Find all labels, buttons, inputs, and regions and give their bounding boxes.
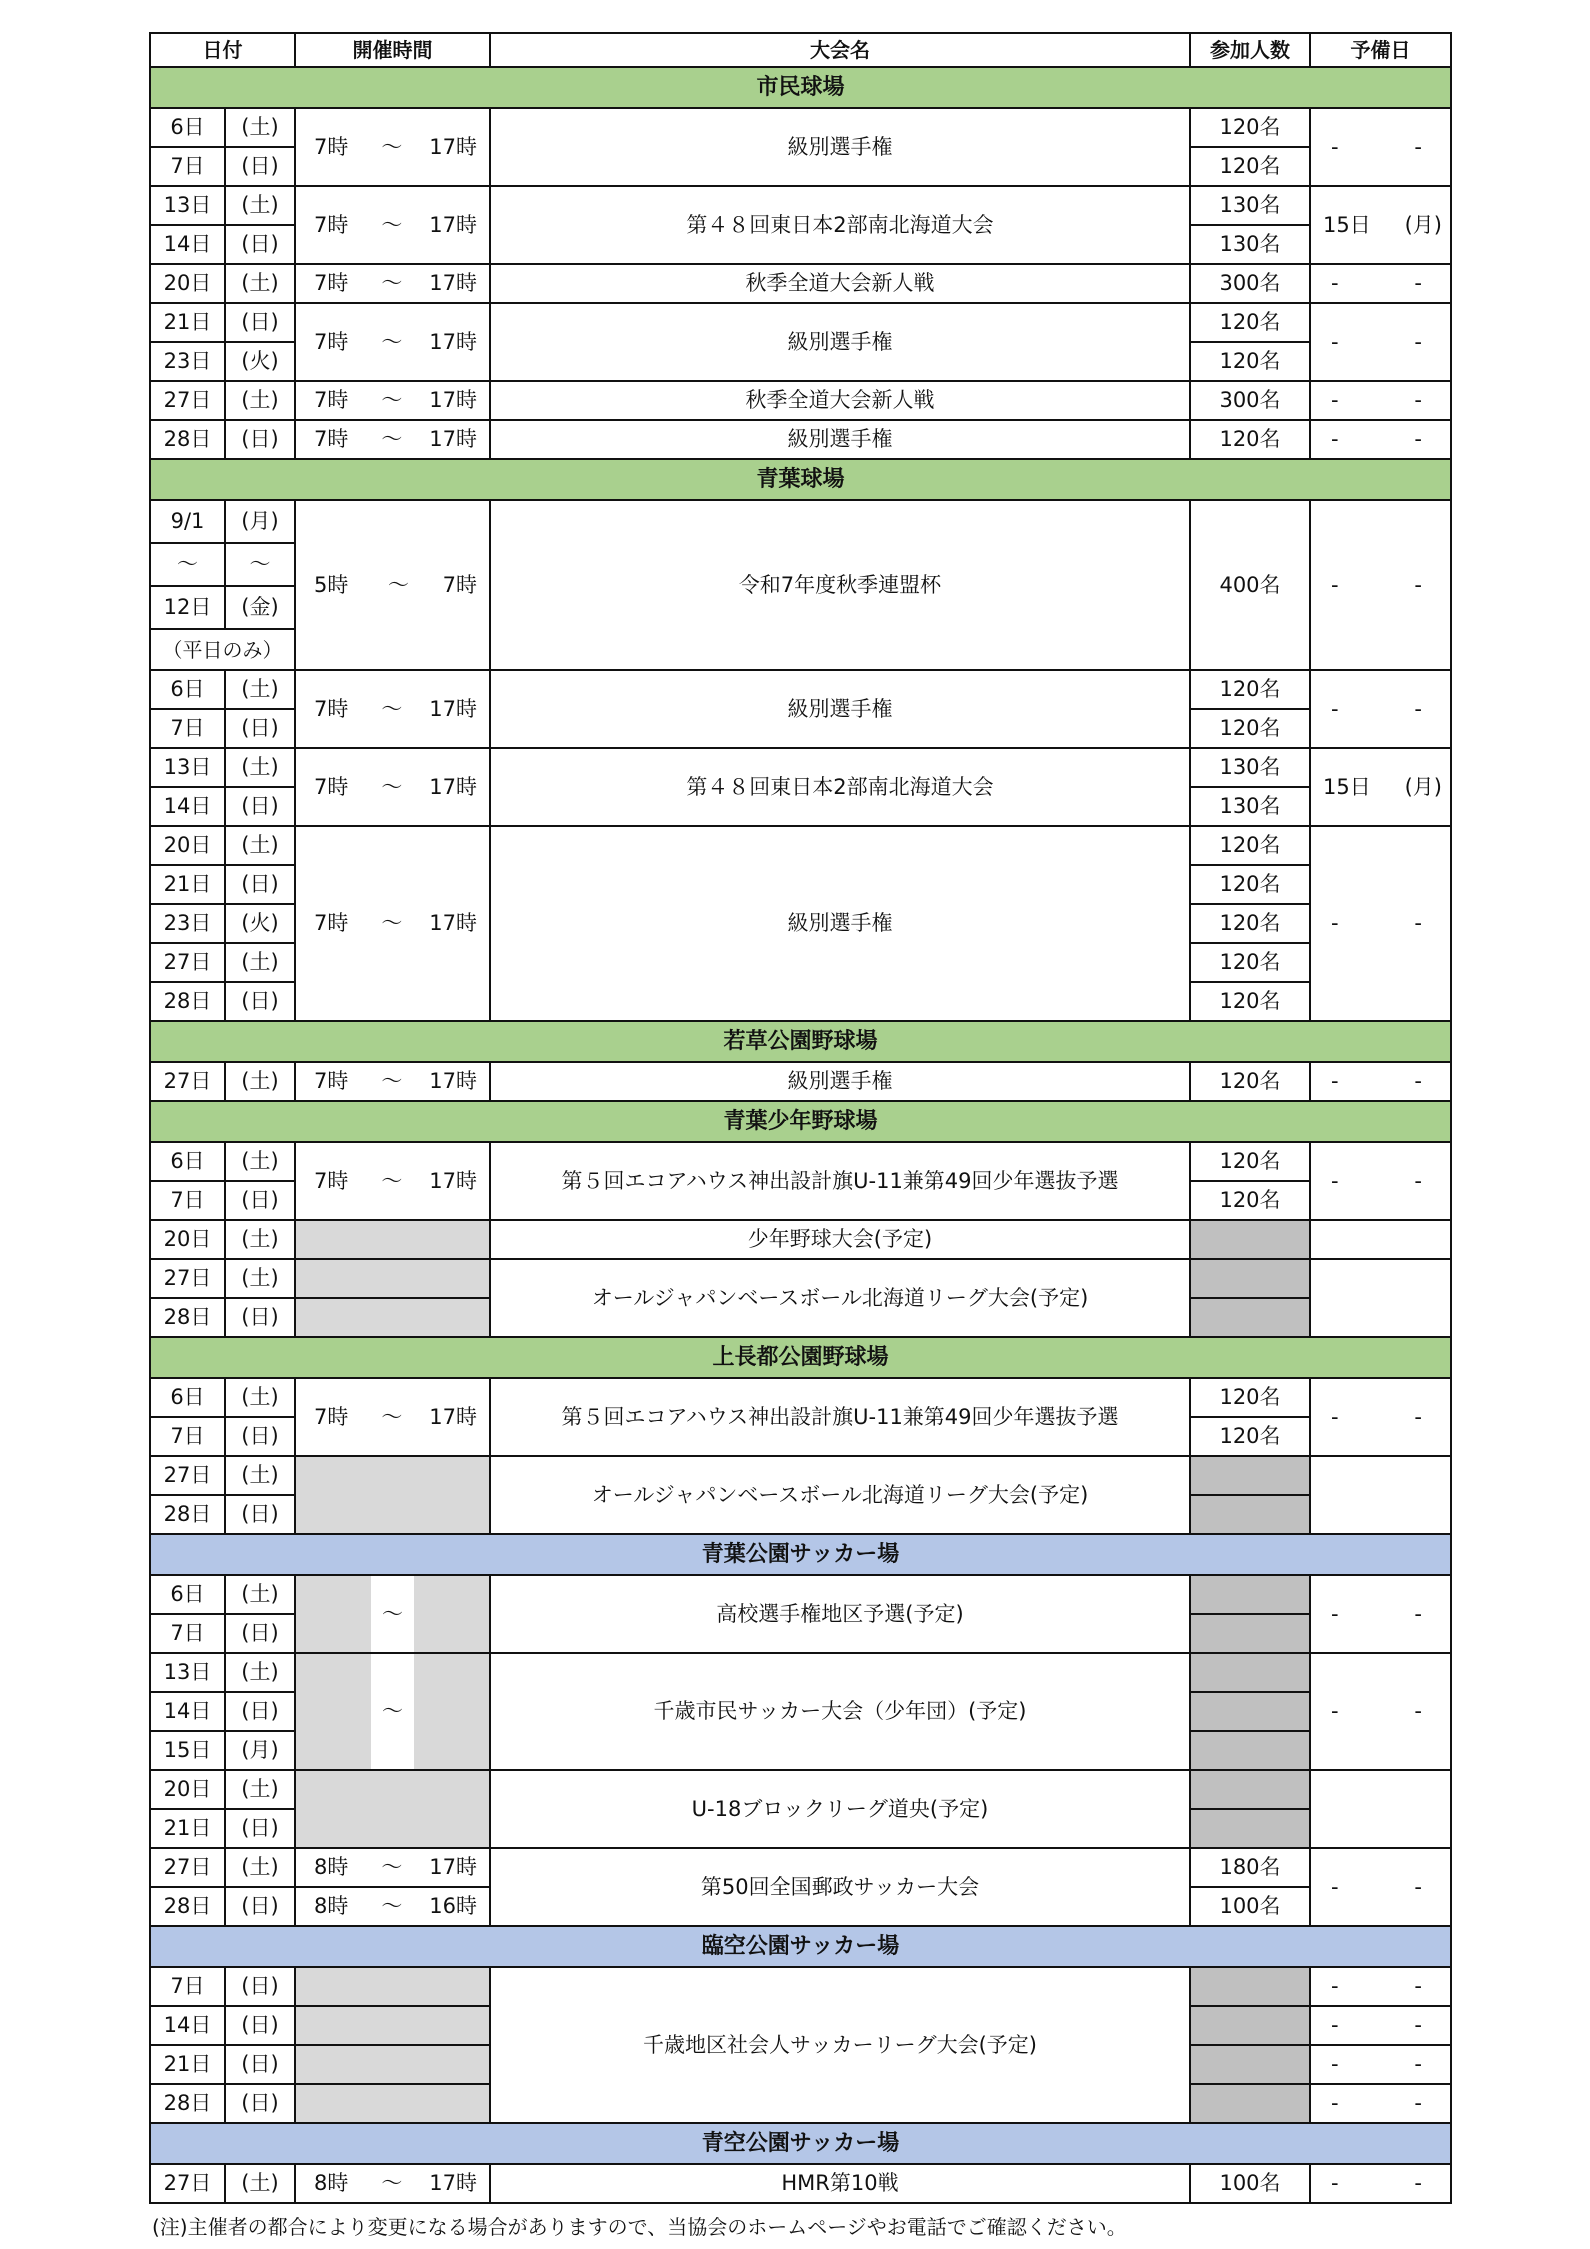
day-cell: 21日 [150, 303, 225, 342]
dow-cell: (土) [225, 186, 295, 225]
dow-cell: (土) [225, 826, 295, 865]
table-row [150, 1456, 1451, 1495]
count-cell-blank [1190, 2084, 1310, 2123]
day-cell: ～ [150, 543, 225, 586]
count-cell: 400名 [1190, 500, 1310, 670]
count-cell: 130名 [1190, 225, 1310, 264]
venue-row [150, 1101, 1451, 1142]
count-cell: 120名 [1190, 420, 1310, 459]
dow-cell: (日) [225, 1298, 295, 1337]
count-cell: 120名 [1190, 303, 1310, 342]
dow-cell: (日) [225, 2006, 295, 2045]
count-cell-blank [1190, 1298, 1310, 1337]
time-cell: 7時 ～ 17時 [295, 826, 490, 1021]
spare-cell: - - [1310, 826, 1451, 1021]
spare-cell: - - [1310, 1848, 1451, 1926]
table-row [150, 1378, 1451, 1417]
day-cell: 7日 [150, 147, 225, 186]
table-row [150, 1259, 1451, 1298]
event-cell: 第５回エコアハウス神出設計旗U-11兼第49回少年選抜予選 [490, 1378, 1190, 1456]
table-row [150, 186, 1451, 225]
dow-cell: (日) [225, 303, 295, 342]
time-cell-blank [295, 1770, 490, 1848]
count-cell-blank [1190, 1220, 1310, 1259]
spare-cell: - - [1310, 2084, 1451, 2123]
spare-cell: - - [1310, 1062, 1451, 1101]
table-row [150, 748, 1451, 787]
event-cell: 級別選手権 [490, 420, 1190, 459]
table-row [150, 500, 1451, 543]
venue-title: 青葉少年野球場 [150, 1101, 1451, 1142]
spare-cell: - - [1310, 1142, 1451, 1220]
venue-row [150, 67, 1451, 108]
dow-cell: (土) [225, 670, 295, 709]
spare-cell: - - [1310, 1378, 1451, 1456]
day-cell: 28日 [150, 1887, 225, 1926]
count-cell: 300名 [1190, 264, 1310, 303]
dow-cell: (日) [225, 1614, 295, 1653]
venue-row [150, 1337, 1451, 1378]
spare-cell: - - [1310, 108, 1451, 186]
dow-cell: (土) [225, 943, 295, 982]
time-cell: 7時 ～ 17時 [295, 670, 490, 748]
venue-row [150, 1021, 1451, 1062]
event-cell: 千歳市民サッカー大会（少年団）(予定) [490, 1653, 1190, 1770]
time-cell: 8時 ～ 17時 [295, 1848, 490, 1887]
count-cell-blank [1190, 1692, 1310, 1731]
count-cell: 180名 [1190, 1848, 1310, 1887]
count-cell: 120名 [1190, 1417, 1310, 1456]
event-cell: 令和7年度秋季連盟杯 [490, 500, 1190, 670]
spare-cell-blank [1310, 1259, 1451, 1337]
event-cell: 第４８回東日本2部南北海道大会 [490, 186, 1190, 264]
day-cell: 7日 [150, 1181, 225, 1220]
event-cell: オールジャパンベースボール北海道リーグ大会(予定) [490, 1456, 1190, 1534]
table-row [150, 2164, 1451, 2203]
time-cell-blank [295, 1298, 490, 1337]
count-cell-blank [1190, 2006, 1310, 2045]
count-cell: 100名 [1190, 2164, 1310, 2203]
spare-cell: - - [1310, 2006, 1451, 2045]
venue-row [150, 1534, 1451, 1575]
dow-cell: (日) [225, 787, 295, 826]
table-row [150, 826, 1451, 865]
count-cell: 130名 [1190, 787, 1310, 826]
count-cell-blank [1190, 1575, 1310, 1614]
table-row [150, 1062, 1451, 1101]
event-cell: 秋季全道大会新人戦 [490, 264, 1190, 303]
spare-cell: 15日 (月) [1310, 748, 1451, 826]
day-cell: 21日 [150, 865, 225, 904]
dow-cell: ～ [225, 543, 295, 586]
count-cell: 300名 [1190, 381, 1310, 420]
table-row [150, 1220, 1451, 1259]
dow-cell: (土) [225, 1062, 295, 1101]
time-cell: 8時 ～ 16時 [295, 1887, 490, 1926]
event-cell: 級別選手権 [490, 670, 1190, 748]
venue-row [150, 459, 1451, 500]
table-row [150, 1142, 1451, 1181]
dow-cell: (土) [225, 1378, 295, 1417]
time-cell: ～ [295, 1653, 490, 1770]
dow-cell: (火) [225, 342, 295, 381]
day-cell: 27日 [150, 1259, 225, 1298]
spare-cell: - - [1310, 2164, 1451, 2203]
dow-cell: (日) [225, 1887, 295, 1926]
dow-cell: (土) [225, 108, 295, 147]
table-row [150, 1848, 1451, 1887]
time-cell: 7時 ～ 17時 [295, 108, 490, 186]
day-cell: 6日 [150, 670, 225, 709]
venue-title: 青葉球場 [150, 459, 1451, 500]
day-cell: 20日 [150, 826, 225, 865]
dow-cell: (土) [225, 1770, 295, 1809]
venue-row [150, 2123, 1451, 2164]
table-row [150, 1967, 1451, 2006]
day-cell: 13日 [150, 1653, 225, 1692]
table-row [150, 1770, 1451, 1809]
event-cell: オールジャパンベースボール北海道リーグ大会(予定) [490, 1259, 1190, 1337]
event-cell: 第50回全国郵政サッカー大会 [490, 1848, 1190, 1926]
count-cell-blank [1190, 1456, 1310, 1495]
spare-cell: 15日 (月) [1310, 186, 1451, 264]
spare-cell: - - [1310, 264, 1451, 303]
header-participants: 参加人数 [1190, 33, 1310, 67]
dow-cell: (金) [225, 586, 295, 629]
day-cell: 28日 [150, 1298, 225, 1337]
time-cell-blank [295, 1967, 490, 2006]
count-cell: 120名 [1190, 1142, 1310, 1181]
count-cell-blank [1190, 1653, 1310, 1692]
day-cell: 6日 [150, 1142, 225, 1181]
time-cell: 7時 ～ 17時 [295, 1378, 490, 1456]
venue-title: 若草公園野球場 [150, 1021, 1451, 1062]
count-cell: 130名 [1190, 748, 1310, 787]
day-cell: 15日 [150, 1731, 225, 1770]
time-cell: 7時 ～ 17時 [295, 420, 490, 459]
count-cell: 120名 [1190, 1181, 1310, 1220]
header-time: 開催時間 [295, 33, 490, 67]
table-header [150, 33, 1451, 67]
venue-row [150, 1926, 1451, 1967]
count-cell-blank [1190, 1809, 1310, 1848]
day-cell: 27日 [150, 943, 225, 982]
time-cell-blank [295, 2006, 490, 2045]
day-cell: 14日 [150, 225, 225, 264]
day-cell: 7日 [150, 1614, 225, 1653]
event-cell: 級別選手権 [490, 303, 1190, 381]
dow-cell: (土) [225, 1142, 295, 1181]
venue-title: 青空公園サッカー場 [150, 2123, 1451, 2164]
count-cell: 100名 [1190, 1887, 1310, 1926]
count-cell-blank [1190, 1731, 1310, 1770]
table-row [150, 420, 1451, 459]
count-cell-blank [1190, 1259, 1310, 1298]
event-cell: 級別選手権 [490, 108, 1190, 186]
dow-cell: (日) [225, 1495, 295, 1534]
count-cell: 120名 [1190, 826, 1310, 865]
dow-cell: (日) [225, 2084, 295, 2123]
day-cell: 28日 [150, 420, 225, 459]
count-cell: 120名 [1190, 1062, 1310, 1101]
weekday-note: （平日のみ） [150, 629, 295, 670]
count-cell-blank [1190, 1614, 1310, 1653]
dow-cell: (土) [225, 1456, 295, 1495]
spare-cell-blank [1310, 1456, 1451, 1534]
time-cell: 5時 ～ 7時 [295, 500, 490, 670]
dow-cell: (土) [225, 264, 295, 303]
spare-cell: - - [1310, 381, 1451, 420]
time-cell: 7時 ～ 17時 [295, 1062, 490, 1101]
count-cell: 120名 [1190, 904, 1310, 943]
header-date: 日付 [150, 33, 295, 67]
day-cell: 6日 [150, 1378, 225, 1417]
spare-cell-blank [1310, 1770, 1451, 1848]
dow-cell: (土) [225, 2164, 295, 2203]
time-cell-blank [295, 2084, 490, 2123]
dow-cell: (日) [225, 1181, 295, 1220]
dow-cell: (土) [225, 1220, 295, 1259]
event-cell: 第５回エコアハウス神出設計旗U-11兼第49回少年選抜予選 [490, 1142, 1190, 1220]
count-cell: 120名 [1190, 865, 1310, 904]
event-cell: HMR第10戦 [490, 2164, 1190, 2203]
day-cell: 6日 [150, 108, 225, 147]
count-cell: 120名 [1190, 342, 1310, 381]
day-cell: 27日 [150, 1456, 225, 1495]
event-cell: 級別選手権 [490, 826, 1190, 1021]
dow-cell: (日) [225, 2045, 295, 2084]
time-cell: 7時 ～ 17時 [295, 1142, 490, 1220]
dow-cell: (月) [225, 1731, 295, 1770]
time-cell-blank [295, 1456, 490, 1534]
table-row [150, 381, 1451, 420]
dow-cell: (月) [225, 500, 295, 543]
table-row [150, 264, 1451, 303]
table-row [150, 670, 1451, 709]
dow-cell: (日) [225, 1692, 295, 1731]
count-cell-blank [1190, 1967, 1310, 2006]
event-cell: 第４８回東日本2部南北海道大会 [490, 748, 1190, 826]
spare-cell: - - [1310, 2045, 1451, 2084]
day-cell: 23日 [150, 904, 225, 943]
event-cell: 少年野球大会(予定) [490, 1220, 1190, 1259]
spare-cell: - - [1310, 500, 1451, 670]
count-cell: 130名 [1190, 186, 1310, 225]
day-cell: 27日 [150, 2164, 225, 2203]
count-cell: 120名 [1190, 1378, 1310, 1417]
day-cell: 27日 [150, 1848, 225, 1887]
venue-title: 上長都公園野球場 [150, 1337, 1451, 1378]
time-cell: 7時 ～ 17時 [295, 381, 490, 420]
day-cell: 13日 [150, 186, 225, 225]
dow-cell: (日) [225, 865, 295, 904]
spare-cell-blank [1310, 1220, 1451, 1259]
dow-cell: (土) [225, 1848, 295, 1887]
time-cell-blank [295, 1259, 490, 1298]
count-cell: 120名 [1190, 982, 1310, 1021]
day-cell: 23日 [150, 342, 225, 381]
spare-cell: - - [1310, 1653, 1451, 1770]
count-cell: 120名 [1190, 108, 1310, 147]
dow-cell: (日) [225, 225, 295, 264]
day-cell: 27日 [150, 1062, 225, 1101]
time-cell: 7時 ～ 17時 [295, 303, 490, 381]
count-cell: 120名 [1190, 943, 1310, 982]
dow-cell: (土) [225, 748, 295, 787]
event-cell: 秋季全道大会新人戦 [490, 381, 1190, 420]
day-cell: 28日 [150, 982, 225, 1021]
table-row [150, 108, 1451, 147]
day-cell: 7日 [150, 709, 225, 748]
day-cell: 20日 [150, 264, 225, 303]
day-cell: 9/1 [150, 500, 225, 543]
time-cell: 7時 ～ 17時 [295, 748, 490, 826]
time-cell: 7時 ～ 17時 [295, 264, 490, 303]
time-cell: 8時 ～ 17時 [295, 2164, 490, 2203]
day-cell: 21日 [150, 1809, 225, 1848]
schedule-table [149, 32, 1452, 2204]
day-cell: 7日 [150, 1417, 225, 1456]
venue-title: 青葉公園サッカー場 [150, 1534, 1451, 1575]
dow-cell: (土) [225, 381, 295, 420]
count-cell: 120名 [1190, 670, 1310, 709]
day-cell: 6日 [150, 1575, 225, 1614]
event-cell: U-18ブロックリーグ道央(予定) [490, 1770, 1190, 1848]
spare-cell: - - [1310, 420, 1451, 459]
day-cell: 20日 [150, 1770, 225, 1809]
dow-cell: (日) [225, 1967, 295, 2006]
header-spare: 予備日 [1310, 33, 1451, 67]
count-cell-blank [1190, 1495, 1310, 1534]
day-cell: 14日 [150, 2006, 225, 2045]
time-cell: ～ [295, 1575, 490, 1653]
day-cell: 21日 [150, 2045, 225, 2084]
day-cell: 14日 [150, 787, 225, 826]
day-cell: 13日 [150, 748, 225, 787]
dow-cell: (土) [225, 1575, 295, 1614]
event-cell: 千歳地区社会人サッカーリーグ大会(予定) [490, 1967, 1190, 2123]
count-cell: 120名 [1190, 709, 1310, 748]
spare-cell: - - [1310, 1967, 1451, 2006]
time-cell-blank [295, 2045, 490, 2084]
table-row [150, 1575, 1451, 1614]
venue-title: 臨空公園サッカー場 [150, 1926, 1451, 1967]
day-cell: 7日 [150, 1967, 225, 2006]
schedule-sheet [149, 32, 1450, 2204]
dow-cell: (日) [225, 1809, 295, 1848]
count-cell-blank [1190, 2045, 1310, 2084]
day-cell: 28日 [150, 2084, 225, 2123]
count-cell-blank [1190, 1770, 1310, 1809]
spare-cell: - - [1310, 670, 1451, 748]
time-cell-blank [295, 1220, 490, 1259]
day-cell: 28日 [150, 1495, 225, 1534]
footnote: (注)主催者の都合により変更になる場合がありますので、当協会のホームページやお電話でご確認ください。 [152, 2215, 1127, 2239]
count-cell: 120名 [1190, 147, 1310, 186]
dow-cell: (日) [225, 1417, 295, 1456]
dow-cell: (火) [225, 904, 295, 943]
day-cell: 20日 [150, 1220, 225, 1259]
spare-cell: - - [1310, 303, 1451, 381]
day-cell: 27日 [150, 381, 225, 420]
table-row [150, 1653, 1451, 1692]
dow-cell: (日) [225, 709, 295, 748]
event-cell: 高校選手権地区予選(予定) [490, 1575, 1190, 1653]
table-row [150, 303, 1451, 342]
venue-title: 市民球場 [150, 67, 1451, 108]
dow-cell: (日) [225, 420, 295, 459]
spare-cell: - - [1310, 1575, 1451, 1653]
dow-cell: (土) [225, 1653, 295, 1692]
day-cell: 12日 [150, 586, 225, 629]
dow-cell: (日) [225, 982, 295, 1021]
time-cell: 7時 ～ 17時 [295, 186, 490, 264]
dow-cell: (土) [225, 1259, 295, 1298]
day-cell: 14日 [150, 1692, 225, 1731]
dow-cell: (日) [225, 147, 295, 186]
event-cell: 級別選手権 [490, 1062, 1190, 1101]
header-event: 大会名 [490, 33, 1190, 67]
